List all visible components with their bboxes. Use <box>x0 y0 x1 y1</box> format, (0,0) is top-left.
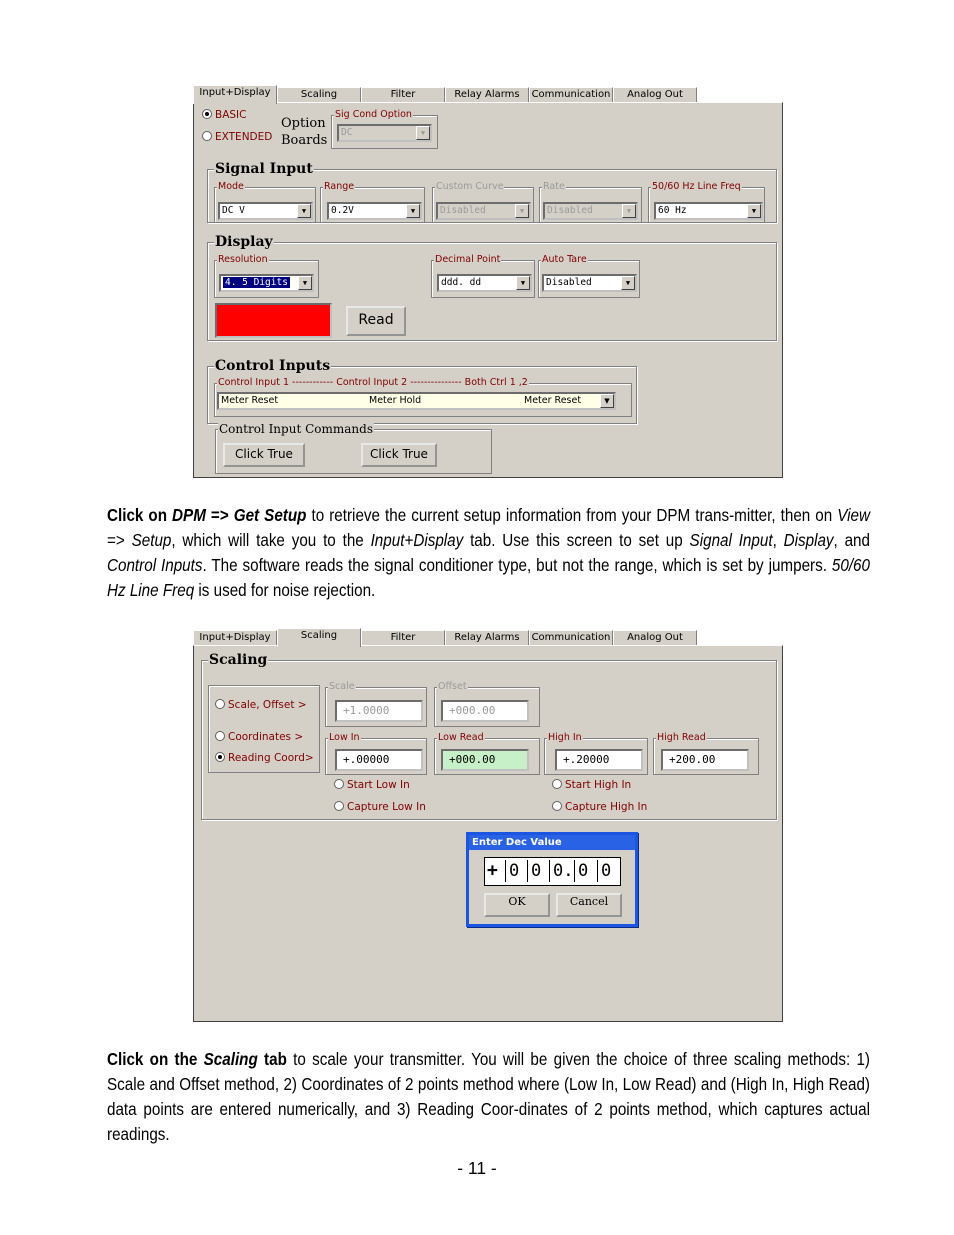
para1-text: Click on <box>107 505 173 525</box>
radio-selected-icon <box>215 752 225 762</box>
tab-bar <box>193 628 783 646</box>
line-freq-value: 60 Hz <box>658 205 687 216</box>
decimal-point-value: ddd. dd <box>441 277 482 288</box>
control-input-commands-title: Control Input Commands <box>219 422 373 436</box>
para1-text: to retrieve the current setup information from your DPM trans-mitter, then on <box>306 505 838 525</box>
radio-icon <box>552 779 562 789</box>
tab-scaling[interactable]: Scaling <box>277 87 361 103</box>
digit-entry <box>484 857 621 886</box>
option-boards-line2: Boards <box>281 133 328 148</box>
option-boards-line1: Option <box>281 116 326 131</box>
read-button[interactable]: Read <box>346 306 406 336</box>
coordinates-radio[interactable] <box>215 731 303 743</box>
capture-high-in-label: Capture High In <box>565 801 648 813</box>
radio-icon <box>334 779 344 789</box>
tab-scaling[interactable]: Scaling <box>277 628 361 647</box>
radio-icon <box>202 131 212 141</box>
scaling-panel <box>193 645 783 1022</box>
auto-tare-label: Auto Tare <box>542 254 587 265</box>
control-inputs-group <box>207 358 637 424</box>
control-input-2-value: Meter Hold <box>369 395 422 406</box>
option-boards-label <box>281 115 327 149</box>
control-input-header: Control Input 1 ------------ Control Input 2 --------------- Both Ctrl 1 ,2 <box>218 377 528 388</box>
dropdown-arrow-icon: ▼ <box>416 126 430 140</box>
dropdown-arrow-icon: ▼ <box>297 204 311 218</box>
para1-control-inputs: Control Inputs <box>107 555 203 575</box>
tab-relay-alarms[interactable]: Relay Alarms <box>445 87 529 103</box>
radio-icon <box>334 801 344 811</box>
sig-cond-value: DC <box>341 127 353 138</box>
basic-radio[interactable] <box>202 109 246 121</box>
offset-field[interactable]: +000.00 <box>441 700 529 722</box>
display-reading-swatch <box>215 303 332 338</box>
digit-5[interactable]: 0 <box>597 860 611 882</box>
high-read-group <box>653 732 759 775</box>
start-high-in-label: Start High In <box>565 779 632 791</box>
para1-arrow: => <box>205 505 234 525</box>
line-freq-label: 50/60 Hz Line Freq <box>652 181 741 192</box>
start-high-in-radio[interactable] <box>552 779 631 791</box>
control-input-select[interactable] <box>217 392 616 410</box>
signal-input-group <box>207 161 777 223</box>
digit-4[interactable]: 0 <box>574 860 588 882</box>
auto-tare-value: Disabled <box>546 277 592 288</box>
control-input-commands-group <box>215 422 492 474</box>
para1-text: tab. Use this screen to set up <box>463 530 690 550</box>
basic-label: BASIC <box>215 109 247 121</box>
dropdown-arrow-icon: ▼ <box>600 394 614 408</box>
dropdown-arrow-icon: ▼ <box>622 204 636 218</box>
tab-bar <box>193 85 783 103</box>
digit-1[interactable]: 0 <box>505 860 519 882</box>
para1-dpm: DPM <box>172 505 206 525</box>
dropdown-arrow-icon: ▼ <box>747 204 761 218</box>
high-read-field[interactable]: +200.00 <box>661 749 749 771</box>
mode-label: Mode <box>218 181 244 192</box>
resolution-label: Resolution <box>218 254 268 265</box>
setup-instructions-paragraph <box>107 503 870 603</box>
para2-text: to scale your transmitter. You will be given the choice of three scaling methods: 1) Scale and Offset method, 2) Coordinates of 2 points method where (Low In, Low Read) and (High In, High Read) data points are entered numerically, and 3) Reading Coor-dinates of 2 points method, which captures actual readings. <box>107 1049 870 1144</box>
low-read-group <box>434 732 540 775</box>
para1-text: , which will take you to the <box>171 530 371 550</box>
scale-offset-radio[interactable] <box>215 699 307 711</box>
dropdown-arrow-icon: ▼ <box>515 204 529 218</box>
coordinates-label: Coordinates > <box>228 731 304 743</box>
decimal-point-select[interactable] <box>437 274 532 292</box>
extended-label: EXTENDED <box>215 131 273 143</box>
digit-sign[interactable]: + <box>487 860 498 881</box>
high-in-field[interactable]: +.20000 <box>555 749 643 771</box>
radio-icon <box>215 731 225 741</box>
rate-select[interactable] <box>543 202 638 220</box>
digit-3[interactable]: 0. <box>549 860 573 882</box>
dropdown-arrow-icon: ▼ <box>516 276 530 290</box>
offset-label: Offset <box>438 681 467 692</box>
auto-tare-group <box>538 254 640 298</box>
line-freq-select[interactable] <box>654 202 763 220</box>
high-read-label: High Read <box>657 732 706 743</box>
decimal-point-group <box>431 254 535 298</box>
tab-input-display[interactable]: Input+Display <box>193 85 277 104</box>
radio-selected-icon <box>202 109 212 119</box>
scaling-title: Scaling <box>209 652 268 668</box>
para1-line-freq: 50/60 Hz Line Freq <box>107 555 870 600</box>
tab-relay-alarms[interactable]: Relay Alarms <box>445 630 529 646</box>
reading-coord-radio[interactable] <box>215 752 314 764</box>
scale-offset-label: Scale, Offset > <box>228 699 307 711</box>
resolution-group <box>214 254 319 298</box>
high-in-label: High In <box>548 732 582 743</box>
scale-group <box>325 681 427 727</box>
dropdown-arrow-icon: ▼ <box>406 204 420 218</box>
capture-high-in-radio[interactable] <box>552 801 647 813</box>
extended-radio[interactable] <box>202 131 272 143</box>
scaling-instructions-paragraph <box>107 1047 870 1147</box>
enter-dec-value-dialog <box>466 832 638 927</box>
tab-analog-out[interactable]: Analog Out <box>613 630 697 646</box>
ok-button[interactable]: OK <box>484 893 550 917</box>
click-true-button-2[interactable]: Click True <box>361 443 437 467</box>
tab-filter[interactable]: Filter <box>361 87 445 103</box>
dropdown-arrow-icon: ▼ <box>298 276 312 290</box>
range-value: 0.2V <box>331 205 354 216</box>
rate-label: Rate <box>543 181 565 192</box>
signal-input-title: Signal Input <box>215 161 313 177</box>
custom-curve-select[interactable] <box>436 202 531 220</box>
mode-value: DC V <box>222 205 245 216</box>
offset-group <box>434 681 540 727</box>
scaling-group <box>201 652 777 820</box>
digit-2[interactable]: 0 <box>527 860 541 882</box>
capture-low-in-radio[interactable] <box>334 801 426 813</box>
rate-group <box>539 181 642 223</box>
custom-curve-group <box>432 181 534 223</box>
cancel-button[interactable]: Cancel <box>556 893 622 917</box>
para1-display: Display <box>783 530 834 550</box>
para1-get-setup: Get Setup <box>233 505 307 525</box>
low-read-label: Low Read <box>438 732 484 743</box>
page-number: - 11 - <box>457 1158 497 1178</box>
decimal-point-label: Decimal Point <box>435 254 501 265</box>
tab-communication[interactable]: Communication <box>529 630 613 646</box>
resolution-select[interactable] <box>219 274 314 292</box>
control-input-both-value: Meter Reset <box>524 395 582 406</box>
tab-communication[interactable]: Communication <box>529 87 613 103</box>
input-display-screenshot <box>193 85 783 478</box>
range-select[interactable] <box>327 202 422 220</box>
input-display-panel <box>193 102 783 478</box>
resolution-value: 4. 5 Digits <box>225 277 288 288</box>
low-in-field[interactable]: +.00000 <box>335 749 423 771</box>
auto-tare-select[interactable] <box>542 274 637 292</box>
range-group <box>320 181 425 223</box>
para2-tab: tab <box>257 1049 287 1069</box>
para1-text: . The software reads the signal conditioner type, but not the range, which is set by jumpers. <box>202 555 832 575</box>
start-low-in-radio[interactable] <box>334 779 410 791</box>
radio-icon <box>215 699 225 709</box>
sig-cond-title: Sig Cond Option <box>335 109 412 120</box>
para1-input-display: Input+Display <box>370 530 464 550</box>
tab-analog-out[interactable]: Analog Out <box>613 87 697 103</box>
para1-view: View <box>837 505 871 525</box>
tab-input-display[interactable]: Input+Display <box>193 630 277 646</box>
para1-setup: Setup <box>131 530 172 550</box>
control-input-select-group <box>214 377 632 417</box>
low-in-label: Low In <box>329 732 360 743</box>
mode-select[interactable] <box>218 202 313 220</box>
display-title: Display <box>215 234 273 250</box>
range-label: Range <box>324 181 355 192</box>
para2-text: Click on the <box>107 1049 204 1069</box>
custom-curve-label: Custom Curve <box>436 181 504 192</box>
para2-scaling: Scaling <box>203 1049 258 1069</box>
control-input-1-value: Meter Reset <box>221 395 279 406</box>
para1-signal-input: Signal Input <box>689 530 773 550</box>
sig-cond-option-group <box>331 109 438 149</box>
radio-icon <box>552 801 562 811</box>
para1-text: , and <box>833 530 870 550</box>
capture-low-in-label: Capture Low In <box>347 801 426 813</box>
custom-curve-value: Disabled <box>440 205 486 216</box>
line-freq-group <box>648 181 765 223</box>
para1-text: is used for noise rejection. <box>194 580 376 600</box>
reading-coord-label: Reading Coord> <box>228 752 314 764</box>
dialog-title-bar: Enter Dec Value <box>469 835 635 850</box>
mode-group <box>214 181 316 223</box>
scale-label: Scale <box>329 681 355 692</box>
start-low-in-label: Start Low In <box>347 779 410 791</box>
low-in-group <box>325 732 427 775</box>
control-inputs-title: Control Inputs <box>215 358 331 374</box>
click-true-button-1[interactable]: Click True <box>223 443 305 467</box>
tab-filter[interactable]: Filter <box>361 630 445 646</box>
dropdown-arrow-icon: ▼ <box>621 276 635 290</box>
scaling-method-group <box>208 685 320 773</box>
high-in-group <box>544 732 648 775</box>
para1-arrow: => <box>107 530 132 550</box>
para1-text: , <box>772 530 784 550</box>
scaling-screenshot <box>193 628 783 1022</box>
sig-cond-select[interactable] <box>337 124 432 142</box>
rate-value: Disabled <box>547 205 593 216</box>
low-read-field[interactable]: +000.00 <box>441 749 529 771</box>
display-group <box>207 234 777 341</box>
scale-field[interactable]: +1.0000 <box>335 700 423 722</box>
